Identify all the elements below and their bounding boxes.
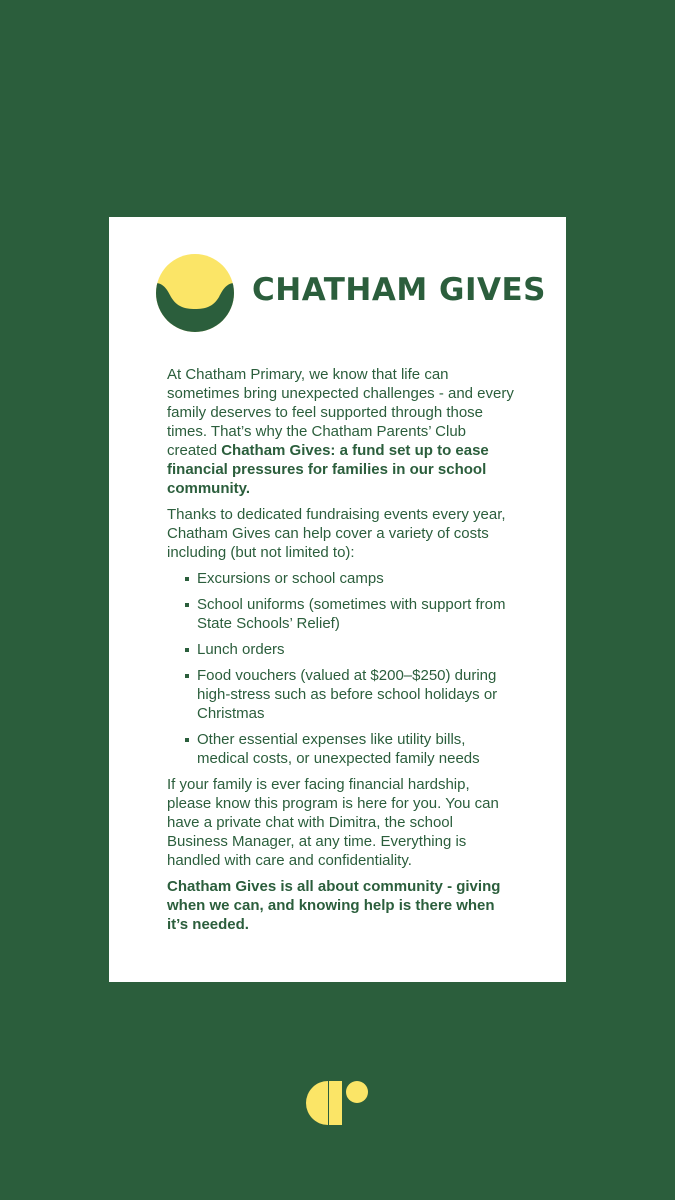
closing-bold: Chatham Gives is all about community - giving when we can, and knowing help is there when it’s needed. [167,878,501,933]
bullet-icon [185,577,189,581]
intro-bold: Chatham Gives: a fund set up to ease financial pressures for families in our school community. [167,442,489,497]
costs-intro: Thanks to dedicated fundraising events every year, Chatham Gives can help cover a variety of costs including (but not limited to): [167,506,506,561]
sun-over-wave-logo-icon [155,253,235,333]
info-card [109,217,566,982]
bullet-icon [185,648,189,652]
list-item [167,595,517,633]
bullet-icon [185,738,189,742]
intro-lead: At Chatham Primary, we know that life can sometimes bring unexpected challenges - and every family deserves to feel supported through those times. That’s why the Chatham Parents’ Club created [167,366,514,459]
closing-paragraph [167,877,517,934]
page-title: CHATHAM GIVES [252,272,546,308]
costs-list [167,569,517,768]
list-item-text: Other essential expenses like utility bills, medical costs, or unexpected family needs [197,731,480,767]
list-item-text: School uniforms (sometimes with support from State Schools’ Relief) [197,596,506,632]
hardship-paragraph: If your family is ever facing financial hardship, please know this program is here for you. You can have a private chat with Dimitra, the school Business Manager, at any time. Everything is handled with care and confidentiality. [167,776,499,869]
bullet-icon [185,603,189,607]
list-item [167,569,517,588]
list-item [167,730,517,768]
list-item [167,666,517,723]
intro-paragraph [167,365,517,498]
list-item-text: Food vouchers (valued at $200–$250) during high-stress such as before school holidays or Christmas [197,667,498,722]
bullet-icon [185,674,189,678]
list-item [167,640,517,659]
body-content [167,365,517,941]
list-item-text: Excursions or school camps [197,570,384,587]
list-item-text: Lunch orders [197,641,285,658]
cp-monogram-logo-icon [306,1080,370,1126]
